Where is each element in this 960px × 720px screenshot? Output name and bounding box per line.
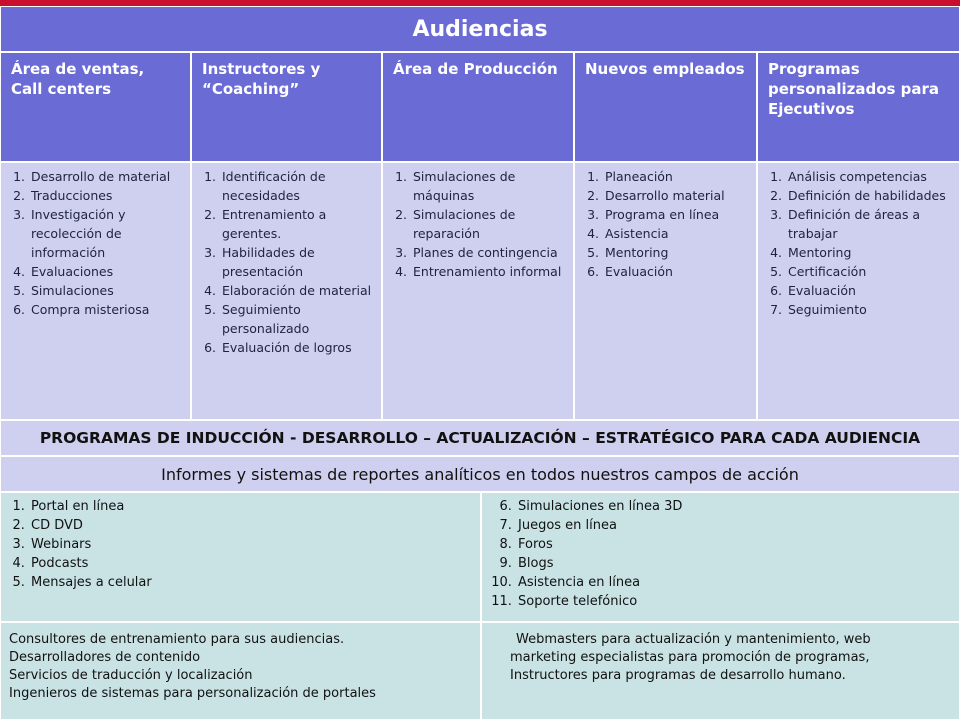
list-item: 4. Podcasts	[29, 554, 472, 573]
services-right	[481, 622, 960, 720]
service-line: Consultores de entrenamiento para sus audiencias.	[9, 632, 345, 647]
list-item: 6. Evaluación	[603, 262, 750, 281]
list-item: 4. Mentoring	[786, 243, 953, 262]
list-ejecutivos	[757, 162, 960, 420]
list-item: 6. Evaluación de logros	[220, 338, 375, 357]
service-line: marketing especialistas para promoción de programas,	[510, 650, 870, 665]
reports-band: Informes y sistemas de reportes analíticos en todos nuestros campos de acción	[0, 456, 960, 492]
header-instructores: Instructores y “Coaching”	[191, 52, 382, 162]
list-item: 4. Elaboración de material	[220, 281, 375, 300]
list-item: 6. Simulaciones en línea 3D	[516, 497, 951, 516]
list-item: 1. Desarrollo de material	[29, 167, 184, 186]
services-left	[0, 622, 481, 720]
list-item: 3. Planes de contingencia	[411, 243, 567, 262]
service-line: Instructores para programas de desarrollo humano.	[510, 668, 846, 683]
list-item: 1. Simulaciones de máquinas	[411, 167, 567, 205]
list-item: 5. Seguimiento personalizado	[220, 300, 375, 338]
list-produccion	[382, 162, 574, 420]
list-item: 2. Desarrollo material	[603, 186, 750, 205]
list-item: 1. Identificación de necesidades	[220, 167, 375, 205]
media-list-left	[0, 492, 481, 622]
service-line: Desarrolladores de contenido	[9, 650, 201, 665]
programs-band: PROGRAMAS DE INDUCCIÓN - DESARROLLO – ACTUALIZACIÓN – ESTRATÉGICO PARA CADA AUDIENCIA	[0, 420, 960, 456]
list-item: 3. Investigación y recolección de información	[29, 205, 184, 262]
header-area-ventas: Área de ventas, Call centers	[0, 52, 191, 162]
table-title: Audiencias	[0, 6, 960, 52]
list-item: 9. Blogs	[516, 554, 951, 573]
list-item: 2. Entrenamiento a gerentes.	[220, 205, 375, 243]
list-item: 6. Evaluación	[786, 281, 953, 300]
list-item: 4. Asistencia	[603, 224, 750, 243]
service-line: Webmasters para actualización y mantenimiento, web	[516, 632, 871, 647]
list-item: 3. Programa en línea	[603, 205, 750, 224]
header-nuevos-empleados: Nuevos empleados	[574, 52, 757, 162]
list-item: 1. Portal en línea	[29, 497, 472, 516]
list-item: 3. Definición de áreas a trabajar	[786, 205, 953, 243]
list-item: 8. Foros	[516, 535, 951, 554]
list-item: 4. Evaluaciones	[29, 262, 184, 281]
list-item: 5. Mentoring	[603, 243, 750, 262]
list-nuevos-empleados	[574, 162, 757, 420]
list-item: 5. Certificación	[786, 262, 953, 281]
list-instructores	[191, 162, 382, 420]
list-item: 2. Simulaciones de reparación	[411, 205, 567, 243]
service-line: Servicios de traducción y localización	[9, 668, 253, 683]
list-item: 11. Soporte telefónico	[516, 592, 951, 611]
list-item: 5. Simulaciones	[29, 281, 184, 300]
list-item: 5. Mensajes a celular	[29, 573, 472, 592]
service-line: Ingenieros de sistemas para personalización de portales	[9, 686, 376, 701]
list-item: 1. Análisis competencias	[786, 167, 953, 186]
list-item: 7. Juegos en línea	[516, 516, 951, 535]
header-ejecutivos: Programas personalizados para Ejecutivos	[757, 52, 960, 162]
list-item: 2. CD DVD	[29, 516, 472, 535]
list-item: 3. Webinars	[29, 535, 472, 554]
list-item: 3. Habilidades de presentación	[220, 243, 375, 281]
header-produccion: Área de Producción	[382, 52, 574, 162]
list-area-ventas	[0, 162, 191, 420]
list-item: 10. Asistencia en línea	[516, 573, 951, 592]
list-item: 1. Planeación	[603, 167, 750, 186]
media-list-right	[481, 492, 960, 622]
list-item: 2. Traducciones	[29, 186, 184, 205]
list-item: 4. Entrenamiento informal	[411, 262, 567, 281]
list-item: 6. Compra misteriosa	[29, 300, 184, 319]
list-item: 7. Seguimiento	[786, 300, 953, 319]
list-item: 2. Definición de habilidades	[786, 186, 953, 205]
